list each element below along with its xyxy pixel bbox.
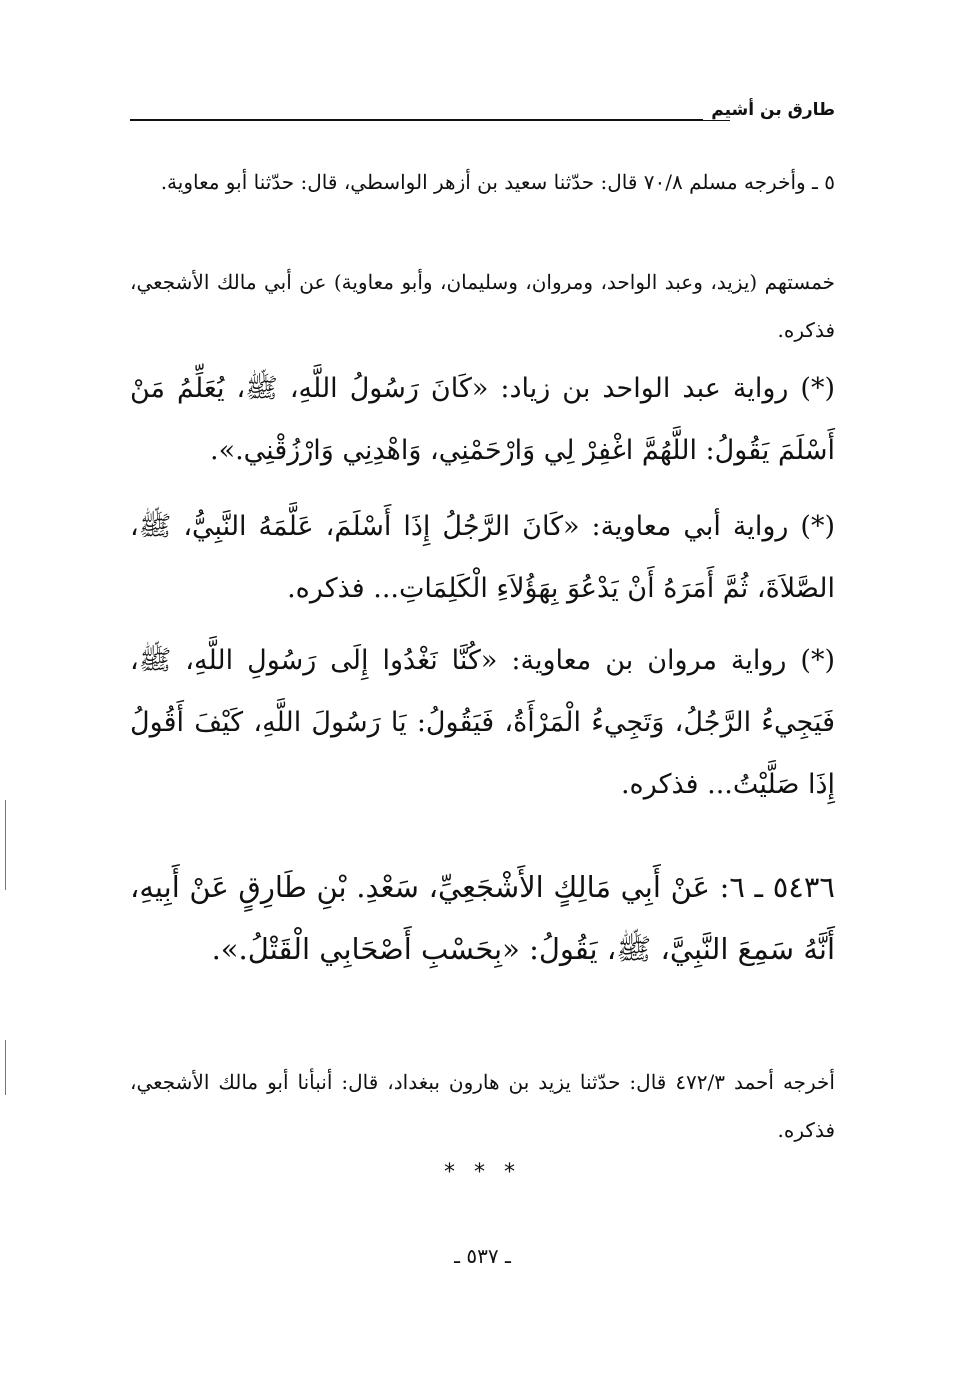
scan-margin-line — [5, 800, 6, 890]
paragraph-marwan-narration: (*) رواية مروان بن معاوية: «كُنَّا نَغْدُوا إِلَى رَسُولِ اللَّهِ، ﷺ، فَيَجِيءُ الرَّجُلُ، وَتَجِيءُ الْمَرْأَةُ، فَيَقُولُ: يَا رَسُولَ اللَّهِ، كَيْفَ أَقُولُ إِذَا صَلَّيْتُ... فذكره. — [130, 645, 835, 800]
header-rule — [130, 119, 730, 121]
hadith-5436: ٥٤٣٦ ـ ٦: عَنْ أَبِي مَالِكٍ الأَشْجَعِيِّ، سَعْدِ. بْنِ طَارِقٍ عَنْ أَبِيهِ، أَنَّهُ سَمِعَ النَّبِيَّ، ﷺ، يَقُولُ: «بِحَسْبِ أَصْحَابِي الْقَتْلُ.». — [130, 870, 835, 966]
paragraph-ahmad-source: أخرجه أحمد ٤٧٢/٣ قال: حدّثنا يزيد بن هارون ببغداد، قال: أنبأنا أبو مالك الأشجعي، فذكره. — [130, 1070, 835, 1142]
header-title: طارق بن أشيم — [703, 100, 835, 120]
page-number: ـ ٥٣٧ ـ — [454, 1244, 511, 1268]
paragraph-muslim-source: ٥ ـ وأخرجه مسلم ٧٠/٨ قال: حدّثنا سعيد بن أزهر الواسطي، قال: حدّثنا أبو معاوية. — [160, 170, 835, 194]
scan-margin-line — [5, 1040, 6, 1095]
paragraph-narrators: خمستهم (يزيد، وعبد الواحد، ومروان، وسليمان، وأبو معاوية) عن أبي مالك الأشجعي، فذكره. — [130, 270, 835, 342]
section-separator: * * * — [444, 1160, 521, 1185]
paragraph-abd-alwahid-narration: (*) رواية عبد الواحد بن زياد: «كَانَ رَسُولُ اللَّهِ، ﷺ، يُعَلِّمُ مَنْ أَسْلَمَ يَقُولُ: اللَّهُمَّ اغْفِرْ لِي وَارْحَمْنِي، وَاهْدِنِي وَارْزُقْنِي.». — [130, 373, 835, 466]
running-header — [130, 100, 835, 130]
paragraph-abu-muawiya-narration: (*) رواية أبي معاوية: «كَانَ الرَّجُلُ إِذَا أَسْلَمَ، عَلَّمَهُ النَّبِيُّ، ﷺ، الصَّلاَةَ، ثُمَّ أَمَرَهُ أَنْ يَدْعُوَ بِهَؤُلاَءِ الْكَلِمَاتِ... فذكره. — [130, 511, 835, 604]
